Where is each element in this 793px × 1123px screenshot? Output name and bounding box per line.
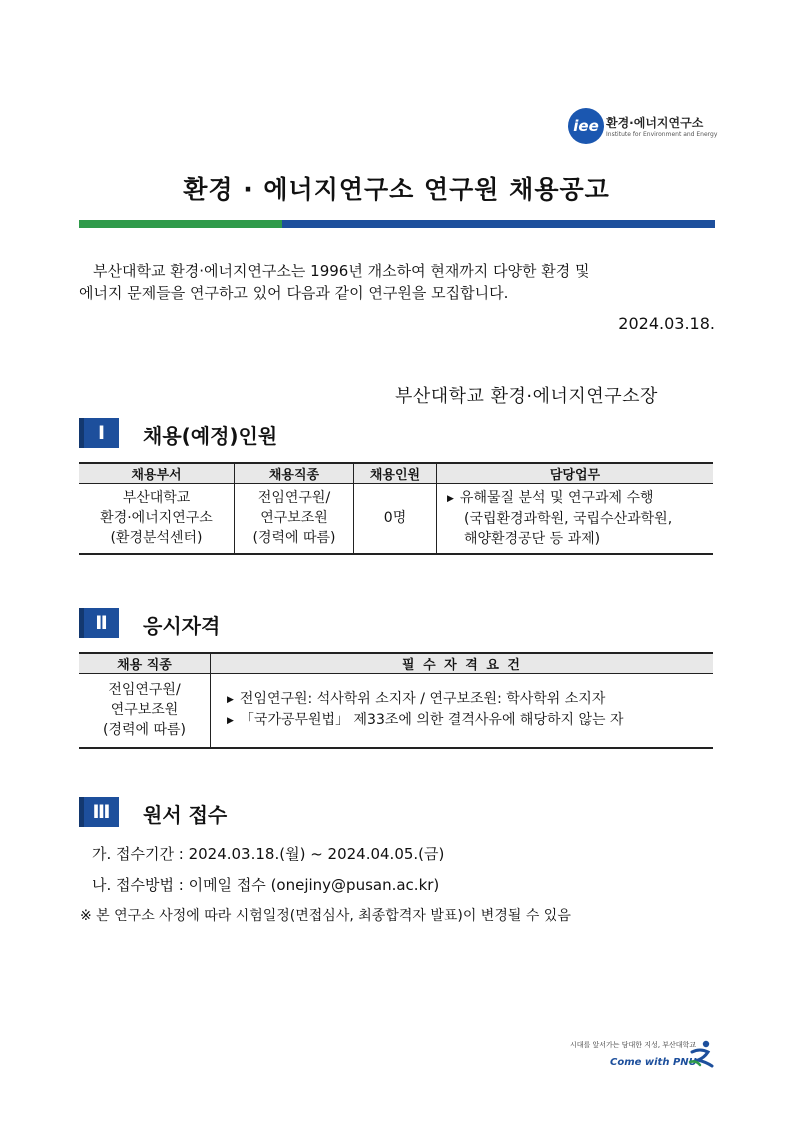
cell-headcount: 0명 — [354, 484, 437, 554]
job-line: 연구보조원 — [110, 702, 179, 719]
requirement-line: 전임연구원: 석사학위 소지자 / 연구보조원: 학사학위 소지자 — [239, 691, 606, 708]
signer: 부산대학교 환경·에너지연구소장 — [395, 386, 658, 407]
dept-line: (환경분석센터) — [110, 530, 203, 547]
intro-paragraph — [79, 260, 716, 304]
cell-department — [79, 484, 235, 554]
section-1-title: 채용(예정)인원 — [143, 424, 278, 448]
application-period: 가. 접수기간 : 2024.03.18.(월) ~ 2024.04.05.(금) — [92, 845, 445, 863]
intro-line-2: 에너지 문제들을 연구하고 있어 다음과 같이 연구원을 모집합니다. — [79, 284, 509, 302]
intro-line-1: 부산대학교 환경·에너지연구소는 1996년 개소하여 현재까지 다양한 환경 및 — [93, 262, 590, 280]
footer-come-with-pnu: Come with PNU — [610, 1057, 697, 1068]
job-line: (경력에 따름) — [252, 530, 336, 547]
bullet-icon: ▶ — [227, 716, 234, 727]
job-line: 연구보조원 — [260, 510, 328, 527]
job-line: 전임연구원/ — [108, 682, 181, 699]
bullet-icon: ▶ — [447, 493, 454, 504]
header-headcount: 채용인원 — [354, 463, 437, 484]
header-job-type: 채용직종 — [235, 463, 354, 484]
cell-job-type — [79, 674, 211, 748]
header-department: 채용부서 — [79, 463, 235, 484]
institute-logo-name: 환경·에너지연구소 — [606, 116, 704, 130]
header-duties: 담당업무 — [437, 463, 714, 484]
schedule-note: ※ 본 연구소 사정에 따라 시험일정(면접심사, 최종합격자 발표)이 변경될 수 있음 — [80, 908, 571, 924]
pnu-symbol-icon — [686, 1038, 716, 1070]
section-3-number: Ⅲ — [79, 797, 119, 827]
dept-line: 환경·에너지연구소 — [100, 510, 213, 527]
section-3-title: 원서 접수 — [143, 803, 228, 827]
qualification-table — [79, 652, 713, 749]
duty-line: (국립환경과학원, 국립수산과학원, — [464, 510, 673, 527]
dept-line: 부산대학교 — [122, 490, 191, 507]
institute-logo-subtitle: Institute for Environment and Energy — [606, 131, 718, 138]
header-requirements: 필 수 자 격 요 건 — [211, 653, 714, 674]
cell-requirements — [211, 674, 714, 748]
duty-line: 유해물질 분석 및 연구과제 수행 — [459, 489, 654, 506]
page-title: 환경 · 에너지연구소 연구원 채용공고 — [183, 175, 610, 204]
application-method: 나. 접수방법 : 이메일 접수 (onejiny@pusan.ac.kr) — [92, 876, 440, 894]
job-line: (경력에 따름) — [103, 722, 186, 739]
cell-job-type — [235, 484, 354, 554]
title-underline-green — [79, 220, 282, 228]
title-underline-blue — [282, 220, 715, 228]
section-1-number: Ⅰ — [79, 418, 119, 448]
duty-line: 해양환경공단 등 과제) — [464, 530, 601, 547]
header-job-type: 채용 직종 — [79, 653, 211, 674]
job-line: 전임연구원/ — [257, 490, 331, 507]
institute-logo-mark: iee — [568, 108, 604, 144]
requirement-line: 「국가공무원법」 제33조에 의한 결격사유에 해당하지 않는 자 — [239, 712, 624, 729]
bullet-icon: ▶ — [227, 695, 234, 706]
notice-date: 2024.03.18. — [618, 314, 715, 333]
recruitment-table — [79, 462, 713, 555]
section-2-title: 응시자격 — [143, 614, 221, 638]
section-2-number: Ⅱ — [79, 608, 119, 638]
footer-slogan: 시대를 앞서가는 담대한 지성, 부산대학교 — [570, 1041, 697, 1049]
cell-duties — [437, 484, 714, 554]
